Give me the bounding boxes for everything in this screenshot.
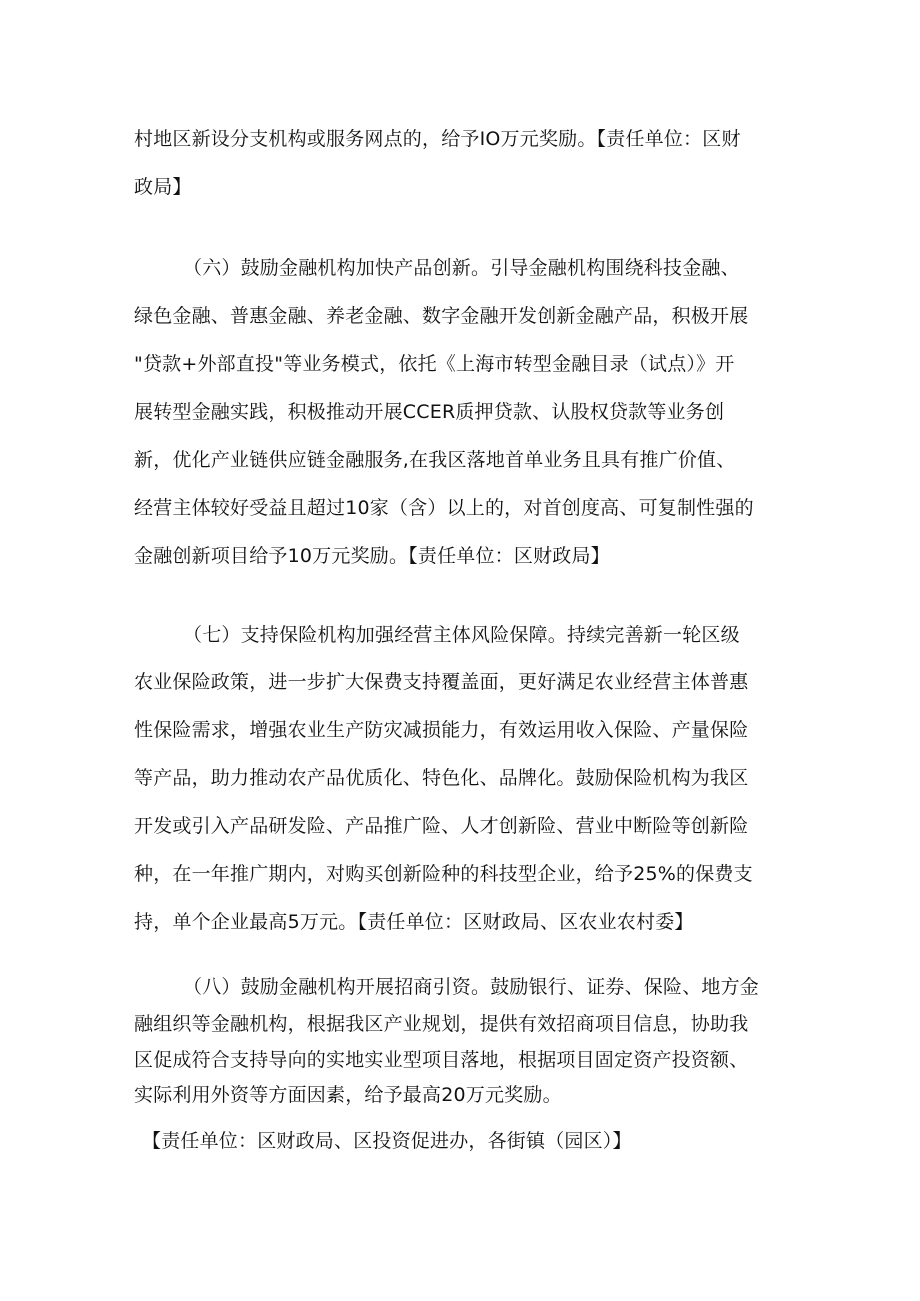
section-6-heading-line: （六）鼓励金融机构加快产品创新。引导金融机构围绕科技金融、: [183, 257, 740, 279]
paragraph-line: 村地区新设分支机构或服务网点的，给予IO万元奖励。【责任单位：区财: [134, 128, 741, 150]
paragraph-line: 经营主体较好受益且超过10家（含）以上的，对首创度高、可复制性强的: [134, 497, 754, 519]
section-7-heading-line: （七）支持保险机构加强经营主体风险保障。持续完善新一轮区级: [183, 624, 740, 646]
paragraph-line: 政局】: [134, 176, 192, 198]
paragraph-line: 种，在一年推广期内，对购买创新险种的科技型企业，给予25%的保费支: [134, 863, 753, 885]
paragraph-line: 持，单个企业最高5万元。【责任单位：区财政局、区农业农村委】: [134, 911, 694, 933]
paragraph-line: 融组织等金融机构，根据我区产业规划，提供有效招商项目信息，协助我: [134, 1013, 749, 1035]
paragraph-line: 金融创新项目给予10万元奖励。【责任单位：区财政局】: [134, 545, 610, 567]
paragraph-line: 实际利用外资等方面因素，给予最高20万元奖励。: [134, 1084, 562, 1106]
paragraph-line: 农业保险政策，进一步扩大保费支持覆盖面，更好满足农业经营主体普惠: [134, 671, 749, 693]
section-8-heading-line: （八）鼓励金融机构开展招商引资。鼓励银行、证券、保险、地方金: [183, 976, 760, 998]
paragraph-line: "贷款+外部直投"等业务模式，依托《上海市转型金融目录（试点）》开: [134, 353, 735, 375]
paragraph-line: 等产品，助力推动农产品优质化、特色化、品牌化。鼓励保险机构为我区: [134, 767, 749, 789]
paragraph-line: 新，优化产业链供应链金融服务,在我区落地首单业务且具有推广价值、: [134, 449, 736, 471]
paragraph-line: 区促成符合支持导向的实地实业型项目落地，根据项目固定资产投资额、: [134, 1049, 749, 1071]
paragraph-line: 性保险需求，增强农业生产防灾减损能力，有效运用收入保险、产量保险: [134, 719, 749, 741]
paragraph-line: 展转型金融实践，积极推动开展CCER质押贷款、认股权贷款等业务创: [134, 401, 725, 423]
paragraph-line: 开发或引入产品研发险、产品推广险、人才创新险、营业中断险等创新险: [134, 815, 749, 837]
paragraph-line: 绿色金融、普惠金融、养老金融、数字金融开发创新金融产品，积极开展: [134, 305, 749, 327]
responsibility-note: 【责任单位：区财政局、区投资促进办，各街镇（园区）】: [142, 1130, 632, 1152]
